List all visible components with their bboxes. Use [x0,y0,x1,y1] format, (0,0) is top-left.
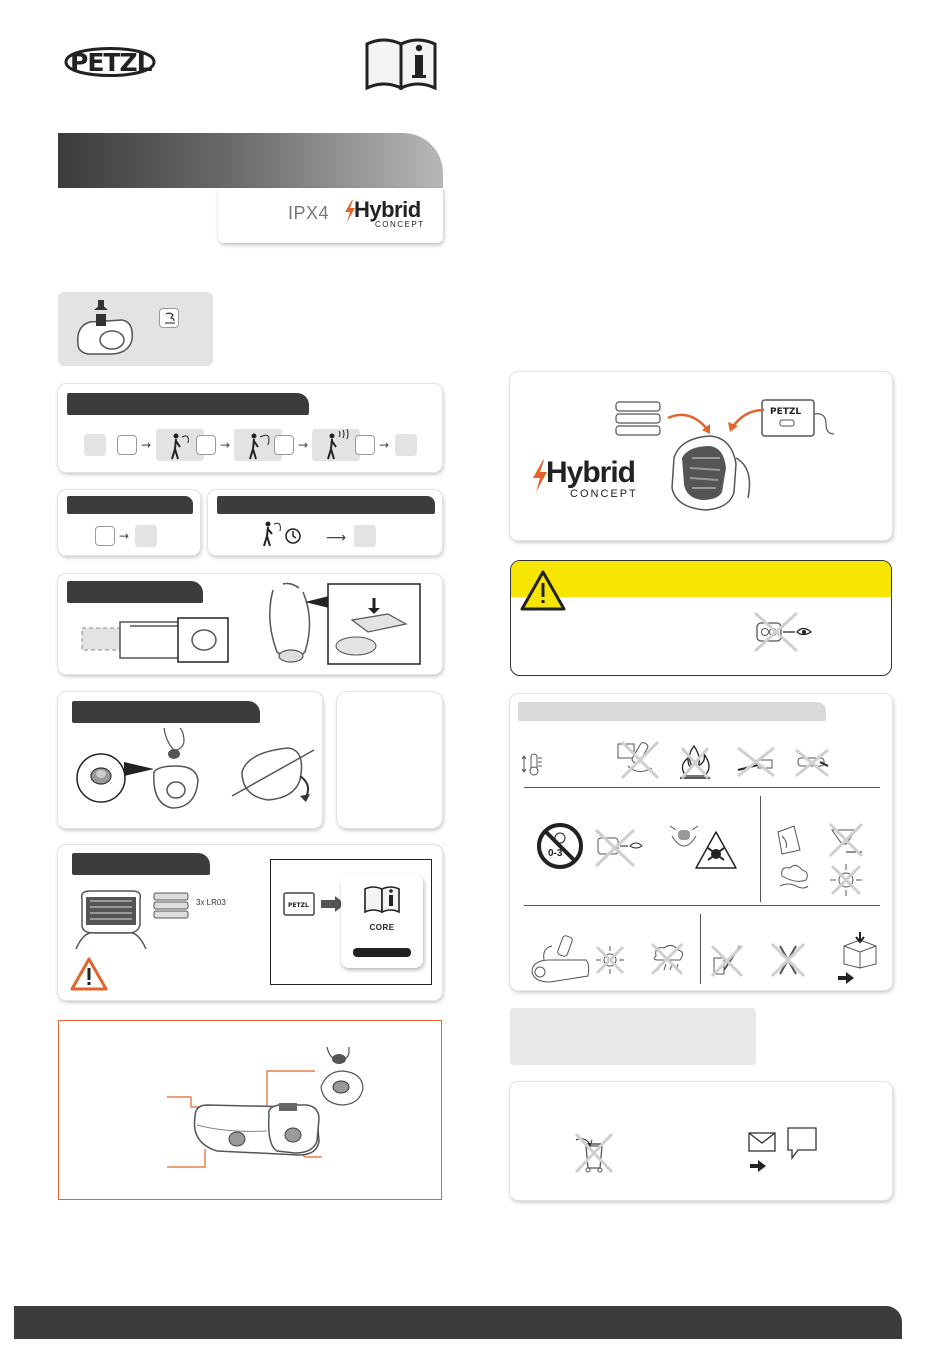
gray-info-box [510,1008,756,1065]
warning-panel [510,560,892,676]
power-button-icon [355,435,375,455]
battery-panel [58,845,442,1000]
arrow-right-icon: → [379,438,390,452]
mode-high-box [312,429,360,461]
precautions-vdivider [700,914,701,984]
battery-header [72,853,210,875]
auto-off-panel [208,490,442,555]
box-icon [840,932,880,968]
recycle-bin-icon [572,1130,616,1174]
hybrid-word: Hybrid [546,456,636,489]
core-battery-box [270,859,432,985]
parts-diagram-box [58,1020,442,1200]
headband-header [67,581,203,603]
core-bar [353,948,411,957]
person-light-icon [260,520,286,548]
person-light-icon [312,429,360,461]
concept-word: CONCEPT [570,488,638,500]
power-button-box [58,292,213,366]
core-manual-card [341,874,423,968]
age-label: 0-3 [548,848,563,859]
no-modification-icon [770,942,806,978]
brand-name: PETZL [70,48,152,77]
hybrid-word: Hybrid [354,197,421,222]
disposal-panel [510,1082,892,1200]
info-manual-icon [364,30,438,92]
battery-icon [154,893,194,919]
headlamp-open-icon [662,428,758,514]
arrow-right-icon: → [220,438,231,452]
precautions-header [518,702,826,721]
tilt-header [72,701,260,723]
warning-triangle-icon [70,957,108,991]
info-manual-icon [363,882,401,914]
no-eye-exposure-icon [751,609,831,653]
ipx-rating: IPX4 [288,203,330,223]
no-chemical-icon [774,824,804,856]
headband-clip-icon [178,618,228,664]
tilt-panel [58,692,322,828]
arrow-right-icon [838,972,854,984]
lighting-modes-header [67,393,309,415]
arrow-right-icon: → [141,438,152,452]
headband-panel [58,574,442,674]
precautions-divider [524,905,880,906]
precautions-vdivider [760,796,761,902]
fire-icon [678,744,712,780]
rain-icon [648,942,686,976]
power-button-icon [159,308,179,328]
sun-icon [594,944,626,976]
headlamp-tilt-icon [228,736,320,816]
arrow-right-icon: ⟶ [326,530,347,546]
elastic-headband-icon [263,580,319,672]
no-sharp-tools-icon [710,942,744,978]
power-button-icon [95,526,115,546]
headlamp-storage-icon [530,930,590,984]
concept-word: CONCEPT [375,220,425,229]
petzl-logo [58,36,162,88]
off-state-box [84,434,106,456]
air-dry-icon [776,864,810,894]
headlamp-parts-icon [167,1045,437,1195]
no-water-immersion-icon [614,738,664,780]
auto-off-header [217,496,435,514]
hybrid-concept-panel [510,372,892,540]
footer-bar [14,1306,902,1339]
arrow-right-icon: → [298,438,309,452]
off-state-box [135,525,157,547]
precautions-panel [510,694,892,990]
core-label: CORE [369,923,395,932]
no-solvent-icon [826,822,866,858]
no-children-icon [536,822,584,870]
arrow-right-icon [750,1160,766,1172]
finger-press-icon [148,728,204,812]
switch-off-header [67,496,193,514]
lighting-modes-panel [58,384,442,472]
off-state-box [354,525,376,547]
rating-box [218,188,443,243]
button-detail-icon [76,752,126,804]
precautions-divider [524,787,880,788]
svg-text:PETZL: PETZL [288,902,309,909]
no-short-circuit-icon [792,746,832,780]
sun-icon [828,862,864,898]
battery-compartment-icon [76,889,148,951]
skull-icon [694,830,738,870]
button-press-icon [319,1047,369,1111]
battery-icon [614,400,664,440]
thermometer-icon [520,752,546,776]
title-banner [58,133,443,188]
warning-triangle-icon [519,569,567,613]
warning-yellow-band [511,561,892,597]
buckle-detail-icon [328,584,420,664]
power-button-icon [274,435,294,455]
power-button-icon [196,435,216,455]
pointer-triangle-icon [305,596,329,608]
arrow-right-icon: → [119,529,130,543]
battery-spec-label: 3x LR03 [196,898,226,907]
no-crush-icon [734,744,778,780]
headlamp-front-icon [70,300,140,360]
timer-icon [284,527,302,545]
note-box [337,692,442,828]
svg-text:PETZL: PETZL [770,407,802,417]
core-battery-icon [283,892,315,916]
switch-off-panel [58,490,200,555]
no-eye-exposure-icon [594,828,654,868]
mail-icon [748,1132,776,1152]
off-state-box [395,434,417,456]
power-button-icon [117,435,137,455]
chat-icon [786,1126,818,1160]
